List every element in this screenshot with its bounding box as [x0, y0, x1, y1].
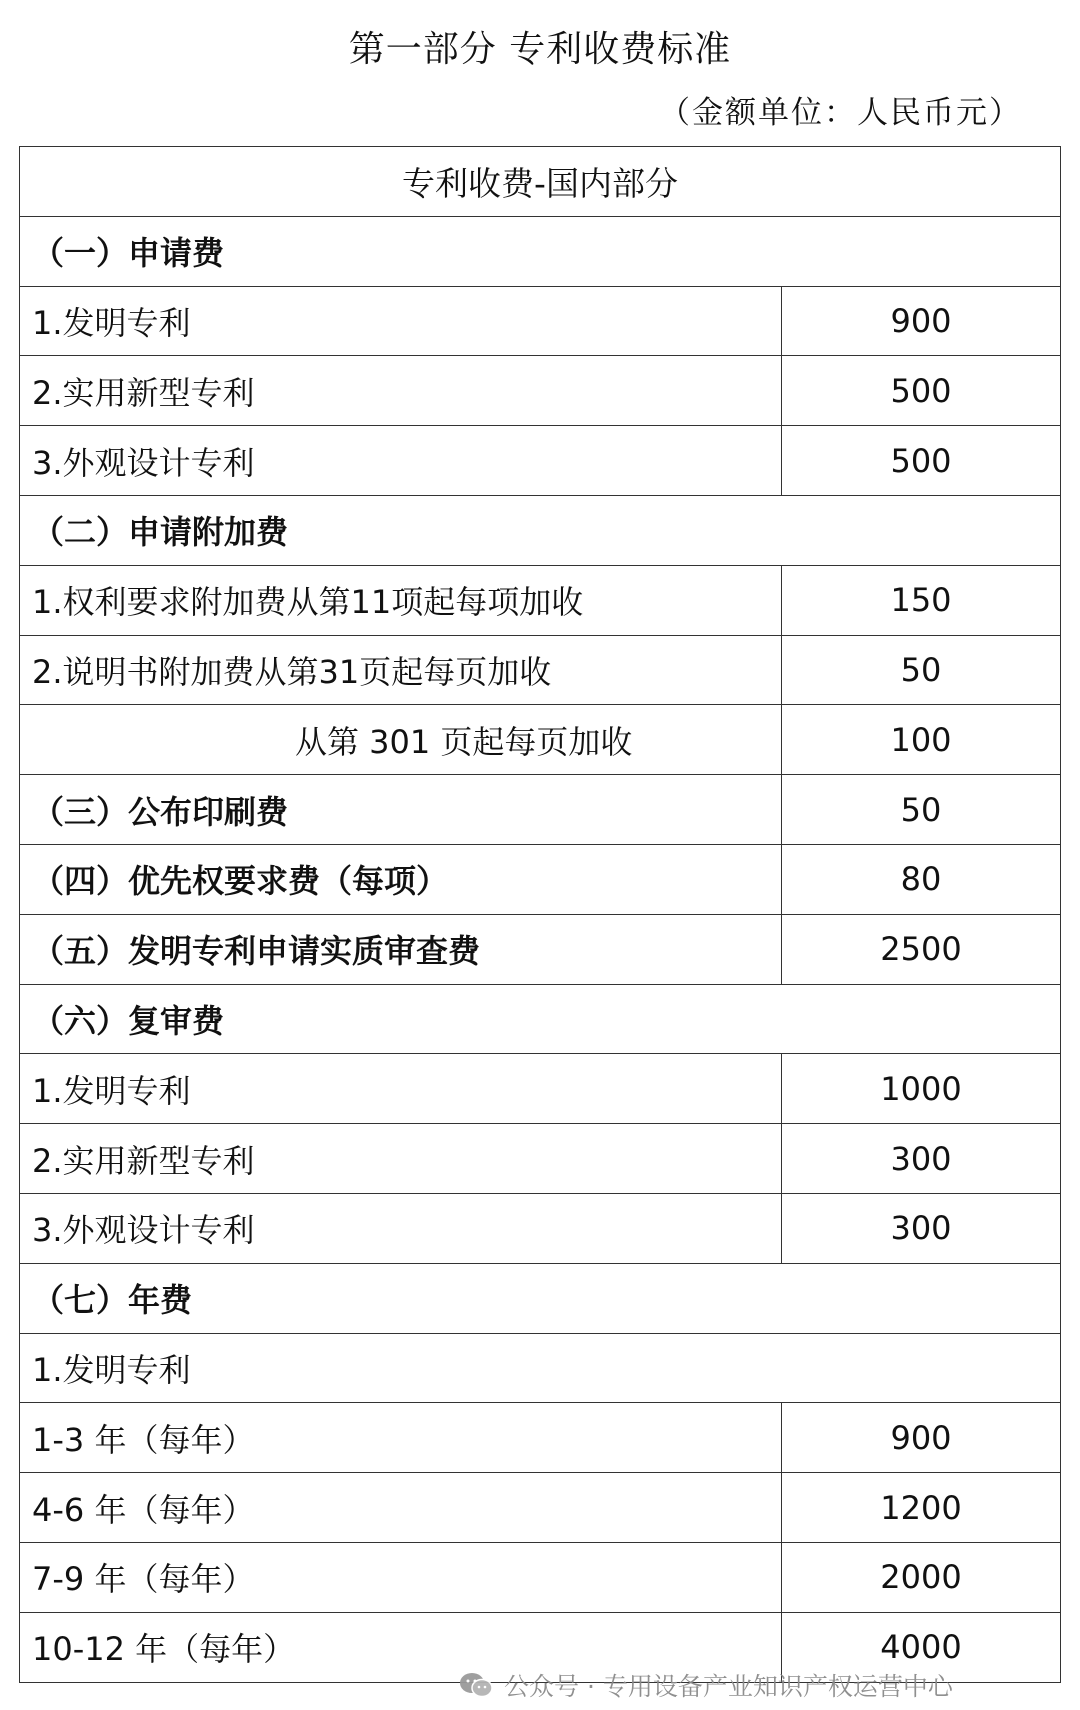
table-row [20, 566, 1060, 636]
fee-item-name: 7-9 年（每年） [20, 1543, 782, 1612]
fee-item-name: 2.实用新型专利 [20, 1124, 782, 1193]
fee-item-name: 4-6 年（每年） [20, 1473, 782, 1542]
fee-item-name: 2.说明书附加费从第31页起每页加收 [20, 636, 782, 705]
section-row [20, 217, 1060, 287]
fee-amount: 300 [890, 1209, 952, 1248]
fee-amount: 100 [890, 720, 952, 759]
section-row [20, 1264, 1060, 1334]
fee-amount: 2500 [880, 930, 962, 969]
section-row [20, 845, 1060, 915]
table-row [20, 287, 1060, 357]
section-row [20, 915, 1060, 985]
section-title: （一）申请费 [32, 234, 225, 273]
fee-table [19, 146, 1061, 1683]
section-row [20, 985, 1060, 1055]
table-row [20, 705, 1060, 775]
table-row [20, 1124, 1060, 1194]
fee-amount: 50 [900, 650, 942, 689]
fee-item-name: 从第 301 页起每页加收 [20, 705, 782, 774]
table-row [20, 1543, 1060, 1613]
fee-amount: 80 [900, 860, 942, 899]
fee-item-name: 1.发明专利 [20, 1054, 782, 1123]
fee-amount: 900 [890, 1418, 952, 1457]
fee-amount: 50 [900, 790, 942, 829]
fee-item-name: 2.实用新型专利 [20, 356, 782, 425]
section-row [20, 496, 1060, 566]
document-title: 第一部分 专利收费标准 [348, 29, 732, 70]
fee-amount: 500 [890, 441, 952, 480]
fee-item-name: （四）优先权要求费（每项） [20, 845, 782, 914]
section-title: （六）复审费 [32, 1001, 225, 1040]
watermark [458, 1660, 953, 1710]
fee-amount: 1200 [880, 1488, 962, 1527]
fee-item-name: 1.权利要求附加费从第11项起每项加收 [20, 566, 782, 635]
table-row [20, 1334, 1060, 1404]
fee-amount: 900 [890, 301, 952, 340]
fee-amount: 300 [890, 1139, 952, 1178]
table-row [20, 426, 1060, 496]
section-title: （二）申请附加费 [32, 513, 289, 552]
fee-item-name: 1-3 年（每年） [20, 1403, 782, 1472]
table-row [20, 1473, 1060, 1543]
fee-item-name: （三）公布印刷费 [20, 775, 782, 844]
subsection-title: 1.发明专利 [32, 1350, 191, 1389]
fee-item-name: （五）发明专利申请实质审查费 [20, 915, 782, 984]
section-title: （七）年费 [32, 1281, 193, 1320]
fee-item-name: 1.发明专利 [20, 287, 782, 356]
table-header-row [20, 147, 1060, 217]
table-row [20, 636, 1060, 706]
section-row [20, 775, 1060, 845]
fee-item-name: 3.外观设计专利 [20, 426, 782, 495]
fee-item-name: 10-12 年（每年） [20, 1613, 782, 1682]
fee-item-name: 3.外观设计专利 [20, 1194, 782, 1263]
table-header: 专利收费-国内部分 [402, 163, 678, 203]
table-row [20, 1054, 1060, 1124]
table-row [20, 356, 1060, 426]
watermark-text: 公众号 · 专用设备产业知识产权运营中心 [504, 1672, 953, 1701]
fee-amount: 150 [890, 581, 952, 620]
table-row [20, 1403, 1060, 1473]
wechat-icon [458, 1671, 494, 1699]
fee-amount: 4000 [880, 1628, 962, 1667]
fee-amount: 1000 [880, 1069, 962, 1108]
fee-amount: 2000 [880, 1558, 962, 1597]
table-row [20, 1194, 1060, 1264]
fee-amount: 500 [890, 371, 952, 410]
unit-note: （金额单位：人民币元） [659, 95, 1022, 131]
